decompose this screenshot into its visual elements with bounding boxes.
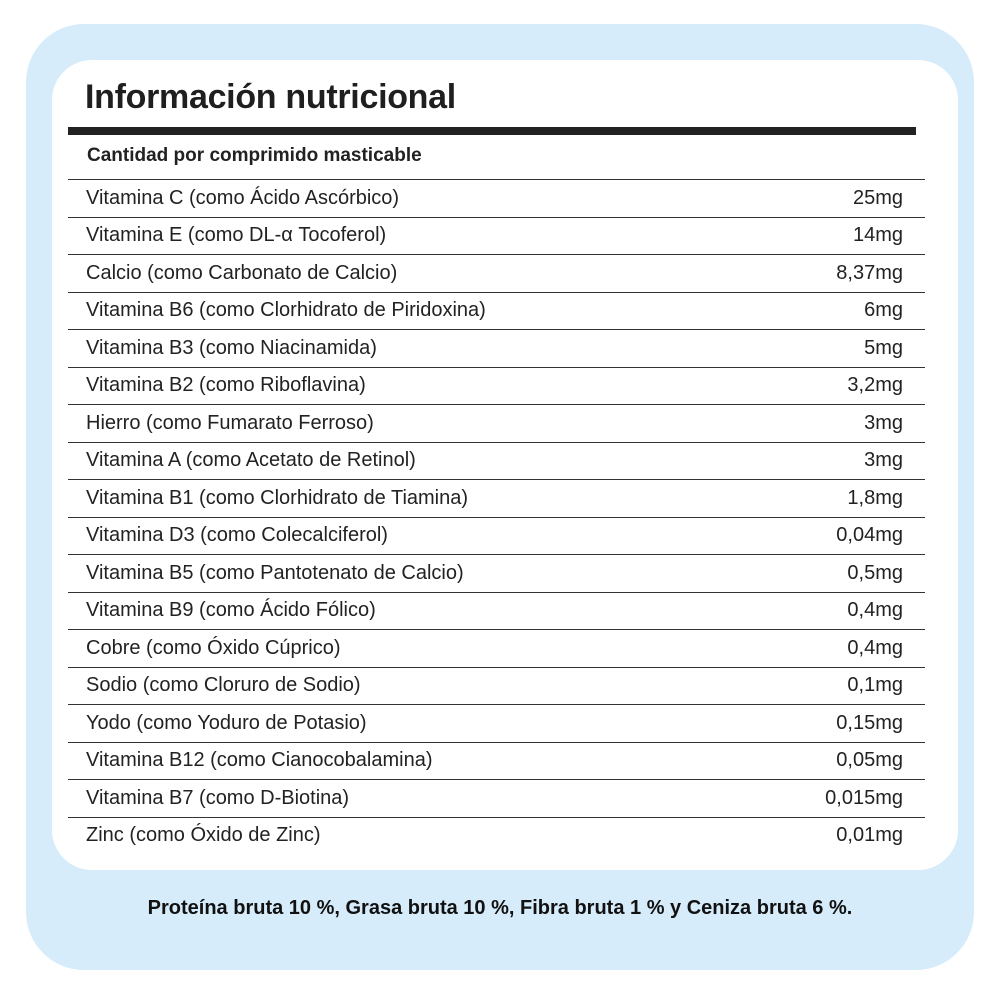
table-row — [68, 329, 925, 367]
nutrient-amount: 0,04mg — [836, 524, 903, 547]
table-row — [68, 817, 925, 855]
nutrient-name: Vitamina B7 (como D-Biotina) — [86, 786, 350, 809]
table-row — [68, 292, 925, 330]
table-row — [68, 517, 925, 555]
table-row — [68, 367, 925, 405]
table-row — [68, 779, 925, 817]
nutrient-amount: 0,015mg — [825, 786, 903, 809]
table-row — [68, 442, 925, 480]
nutrient-name: Zinc (como Óxido de Zinc) — [86, 824, 321, 847]
nutrient-amount: 5mg — [864, 336, 903, 359]
table-row — [68, 704, 925, 742]
nutrient-name: Vitamina B12 (como Cianocobalamina) — [86, 749, 433, 772]
nutrient-name: Calcio (como Carbonato de Calcio) — [86, 261, 398, 284]
serving-subtitle: Cantidad por comprimido masticable — [87, 145, 422, 166]
nutrient-amount: 3mg — [864, 411, 903, 434]
nutrient-name: Vitamina B9 (como Ácido Fólico) — [86, 599, 376, 622]
title-divider — [68, 127, 916, 135]
nutrient-amount: 0,05mg — [836, 749, 903, 772]
table-row — [68, 629, 925, 667]
page-title: Información nutricional — [85, 78, 456, 116]
table-row — [68, 742, 925, 780]
nutrient-name: Vitamina E (como DL-α Tocoferol) — [86, 224, 387, 247]
nutrient-name: Cobre (como Óxido Cúprico) — [86, 636, 341, 659]
nutrient-amount: 8,37mg — [836, 261, 903, 284]
nutrient-amount: 1,8mg — [847, 486, 903, 509]
table-row — [68, 554, 925, 592]
nutrient-name: Vitamina A (como Acetato de Retinol) — [86, 449, 416, 472]
nutrient-name: Sodio (como Cloruro de Sodio) — [86, 674, 361, 697]
nutrient-amount: 0,01mg — [836, 824, 903, 847]
nutrient-name: Vitamina B1 (como Clorhidrato de Tiamina) — [86, 486, 469, 509]
nutrient-name: Vitamina C (como Ácido Ascórbico) — [86, 186, 400, 209]
table-row — [68, 254, 925, 292]
nutrient-amount: 25mg — [852, 186, 903, 209]
nutrient-name: Vitamina B3 (como Niacinamida) — [86, 336, 377, 359]
nutrient-table — [68, 179, 925, 854]
nutrient-name: Vitamina B6 (como Clorhidrato de Piridoxina) — [86, 299, 486, 322]
table-row — [68, 404, 925, 442]
nutrient-amount: 6mg — [864, 299, 903, 322]
table-row — [68, 667, 925, 705]
nutrient-amount: 3mg — [864, 449, 903, 472]
nutrient-name: Hierro (como Fumarato Ferroso) — [86, 411, 374, 434]
nutrient-name: Yodo (como Yoduro de Potasio) — [86, 711, 367, 734]
nutrient-name: Vitamina D3 (como Colecalciferol) — [86, 524, 388, 547]
table-row — [68, 592, 925, 630]
nutrient-amount: 0,1mg — [847, 674, 903, 697]
nutrient-name: Vitamina B5 (como Pantotenato de Calcio) — [86, 561, 464, 584]
table-row — [68, 179, 925, 217]
nutrient-amount: 0,5mg — [847, 561, 903, 584]
nutrient-amount: 14mg — [852, 224, 903, 247]
table-row — [68, 217, 925, 255]
nutrient-amount: 0,4mg — [847, 599, 903, 622]
nutrient-amount: 0,15mg — [836, 711, 903, 734]
nutrient-amount: 0,4mg — [847, 636, 903, 659]
footer-note: Proteína bruta 10 %, Grasa bruta 10 %, Fibra bruta 1 % y Ceniza bruta 6 %. — [147, 897, 853, 919]
nutrient-amount: 3,2mg — [847, 374, 903, 397]
table-row — [68, 479, 925, 517]
nutrient-name: Vitamina B2 (como Riboflavina) — [86, 374, 366, 397]
